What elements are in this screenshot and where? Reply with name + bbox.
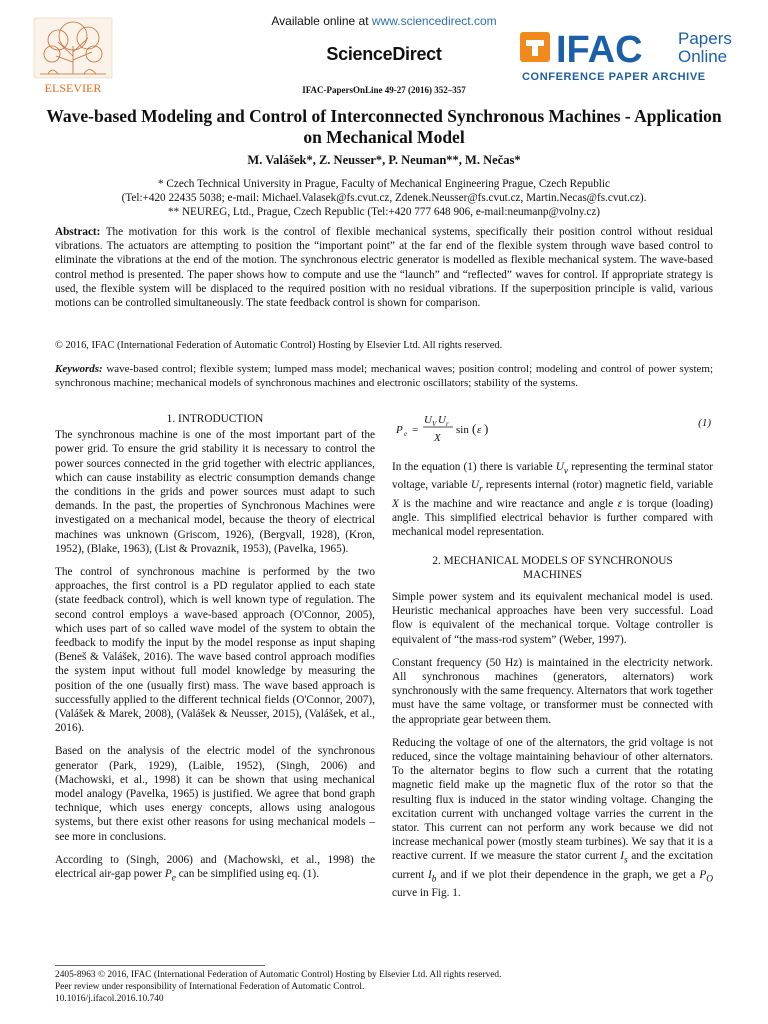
ifac-papersonline-icon [518, 26, 748, 86]
paragraph: Constant frequency (50 Hz) is maintained in the electricity network. All synchronous machines (generators, alternators) work synchronously with the same frequency. Alternators that work together must have the same voltage, or transformer must be connected with the appropriate gear between them. [392, 656, 713, 726]
svg-text:V: V [432, 420, 437, 428]
svg-text:CONFERENCE PAPER ARCHIVE: CONFERENCE PAPER ARCHIVE [522, 71, 706, 83]
doi[interactable]: 10.1016/j.ifacol.2016.10.740 [55, 994, 164, 1004]
svg-text:U: U [424, 414, 432, 426]
svg-text:Papers: Papers [678, 29, 732, 48]
keywords-label: Keywords: [55, 363, 103, 375]
author-list: M. Valášek*, Z. Neusser*, P. Neuman**, M. Nečas* [247, 153, 521, 167]
svg-text:IFAC: IFAC [556, 29, 643, 71]
svg-text:r: r [446, 420, 449, 428]
section-heading-introduction: 1. INTRODUCTION [166, 413, 264, 425]
section-heading-mechanical-models: 2. MECHANICAL MODELS OF SYNCHRONOUS MACHINES [432, 554, 673, 581]
equation-formula [396, 412, 516, 448]
footer-line: 2405-8963 © 2016, IFAC (International Federation of Automatic Control) Hosting by Elsevier Ltd. All rights reserved. [55, 970, 502, 980]
paragraph: The synchronous machine is one of the most important part of the power grid. To ensure the grid stability it is necessary to control the power sources connected in the grid together with electric appliances, which can cause instability as electric consumption demands change the conditions in the grids and power sources must adapt to such demands. In the past, the properties of Synchronous Machines were investigated on a mechanical model, because the theory of electrical machines was unknown (Griscom, 1926), (Bergvall, 1928), (Kron, 1952), (Blake, 1963), (List & Provaznik, 1953), (Pavelka, 1965). [55, 429, 375, 555]
paper-title: Wave-based Modeling and Control of Interconnected Synchronous Machines - Application on Mechanical Model [46, 106, 722, 147]
svg-text:ELSEVIER: ELSEVIER [44, 81, 102, 95]
svg-text:U: U [438, 414, 446, 426]
sciencedirect-link[interactable]: www.sciencedirect.com [371, 14, 497, 28]
right-column [392, 412, 713, 909]
svg-text:ε: ε [477, 424, 482, 436]
sciencedirect-brand: ScienceDirect [326, 44, 442, 64]
abstract-label: Abstract: [55, 226, 101, 238]
footer [55, 969, 715, 1005]
affiliations [30, 177, 738, 219]
footer-divider [55, 965, 265, 966]
svg-text:): ) [484, 421, 489, 436]
svg-text:(: ( [472, 421, 477, 436]
available-label: Available online at [271, 14, 372, 28]
paragraph: In the equation (1) there is variable $U_v$ representing the terminal stator voltage, variable $U_r$ represents internal (rotor) magnetic field, variable X is the machine and wire reactance and angle ε is torque (loading) angle. This simplified electrical behavior is further compared with mechanical model representation. [392, 461, 714, 539]
equation-number: (1) [698, 417, 711, 429]
abstract-text: The motivation for this work is the control of flexible mechanical systems, specifically their position control without residual vibrations. The actuators are attempting to position the “important point” at the far end of the flexible system through wave based control to eliminate the vibrations at the end of the motion. The synchronous electric generator is modelled as flexible mechanical system. The wave-based control method is presented. The paper shows how to compute and use the “launch” and “reflected” waves for control. If appropriate strategy is used, the flexible system will be displaced to the required position with no residual vibrations. If the superposition principle is valid, various motions can be controlled simultaneously. The state feedback control is shown for comparison. [55, 226, 713, 310]
journal-citation: IFAC-PapersOnLine 49-27 (2016) 352–357 [302, 85, 466, 95]
paragraph: According to (Singh, 2006) and (Machowski, et al., 1998) the electrical air-gap power $P_e$ can be simplified using eq. (1). [55, 853, 375, 884]
paragraph: Simple power system and its equivalent mechanical model is used. Heuristic mechanical approaches have been very successful. Load flow is equivalent of the mechanical torque. Voltage controller is equivalent of “the mass-rod system” (Weber, 1997). [392, 590, 713, 646]
paragraph: The control of synchronous machine is performed by the two approaches, the first control is a PD regulator applied to each state (state feedback control), which is well known type of regulation. The second control employs a wave-based approach (O'Connor, 2005), which uses part of so called wave model of the system to obtain the feedback to modify the input by the model response as input shaping (Beneš & Valášek, 2016). The wave based control approach modifies the system input without full model knowledge by measuring the position of the one (usually first) mass. The wave based approach is successfully applied to the different technical fields (O'Connor, 2007), (Valášek & Marek, 2008), (Valášek & Neusser, 2015), (Valášek, et al., 2016). [55, 566, 375, 735]
abstract [55, 225, 713, 310]
equation-1 [392, 412, 713, 448]
svg-text:e: e [404, 430, 408, 438]
svg-text:X: X [434, 432, 441, 444]
svg-text:=: = [412, 424, 419, 436]
paragraph: Reducing the voltage of one of the alternators, the grid voltage is not reduced, since the voltage maintaining behaviour of other alternators. To the alternator begins to flow such a current that the rotating magnetic field make up the magnetic flux of the rotor so that the resulting flux is induced in the stator winding voltage. Changing the excitation current with unchanged voltage varries the current in the stator. This current can not perform any work because we did not increase mechanical power (mostly steam turbines). We say that it is a reactive current. If we measure the stator current $I_s$ and the excitation current $I_b$ and if we plot their dependence in the graph, we get a $P_O$ curve in Fig. 1. [392, 736, 714, 900]
svg-text:Online: Online [678, 47, 728, 66]
affiliation-line: * Czech Technical University in Prague, Faculty of Mechanical Engineering Prague, Czech Republic [158, 178, 610, 190]
copyright-notice: © 2016, IFAC (International Federation of Automatic Control) Hosting by Elsevier Ltd. All rights reserved. [55, 340, 503, 351]
footer-line: Peer review under responsibility of International Federation of Automatic Control. [55, 982, 365, 992]
svg-text:P: P [396, 424, 403, 436]
svg-text:sin: sin [456, 424, 469, 436]
keywords [55, 362, 713, 390]
affiliation-line: ** NEUREG, Ltd., Prague, Czech Republic (Tel:+420 777 648 906, e-mail:neumanp@volny.cz) [167, 206, 601, 218]
ifac-logo [518, 26, 748, 86]
keywords-text: wave-based control; flexible system; lumped mass model; mechanical waves; position control; modeling and control of power system; synchronous machine; mechanical models of synchronous machines and electronic oscillators; stability of the systems. [55, 363, 714, 390]
paragraph: Based on the analysis of the electric model of the synchronous generator (Park, 1929), (Laible, 1952), (Singh, 2006) and (Machowski, et al., 1998) it can be shown that using mechanical model analogy (Pavelka, 1965) is justified. We agree that bond graph technique, which uses energy concepts, allows using analogous systems, but there exist other reasons for using mechanical models – see more in conclusions. [55, 745, 375, 843]
left-column [55, 412, 375, 895]
affiliation-line: (Tel:+420 22435 5038; e-mail: Michael.Valasek@fs.cvut.cz, Zdenek.Neusser@fs.cvut.cz, Martin.Necas@fs.cvut.cz). [121, 192, 647, 204]
